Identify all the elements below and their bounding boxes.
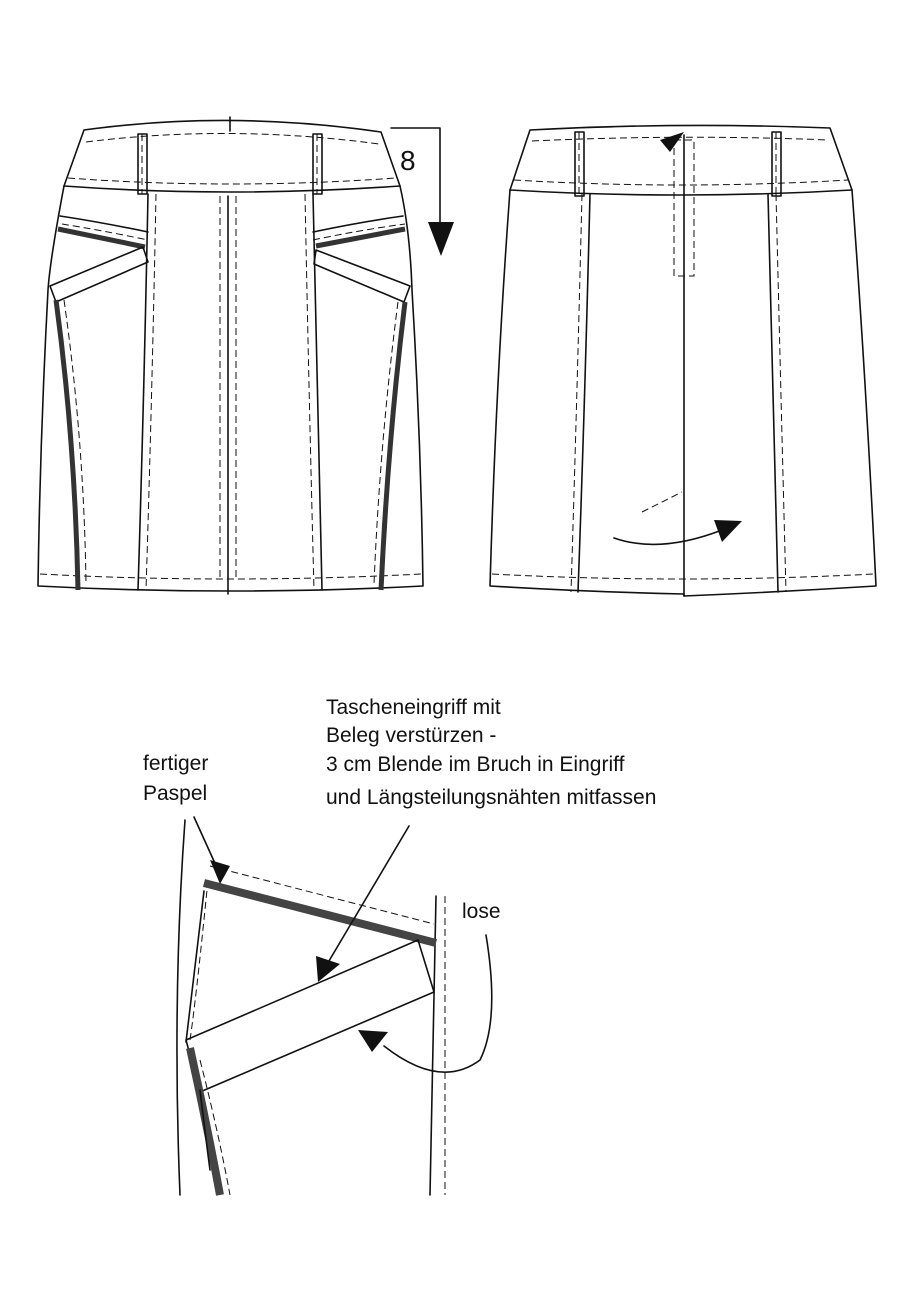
skirt-back-view	[490, 125, 876, 596]
belt-loop-back-right	[772, 132, 781, 196]
skirt-front-view	[38, 117, 423, 594]
detail-side-piping	[190, 1048, 220, 1195]
back-body-outline	[490, 190, 876, 596]
instruction-line-2: Beleg verstürzen -	[326, 724, 497, 747]
piping-pocket-left	[58, 229, 145, 247]
curved-arrow-icon	[714, 520, 742, 542]
belt-loop-back-left	[575, 132, 584, 196]
piping-label-line-2: Paspel	[143, 782, 208, 805]
down-arrow-icon	[428, 222, 454, 256]
back-seam-left	[578, 194, 590, 592]
step-arrow	[391, 128, 454, 256]
front-body-outline	[38, 186, 423, 591]
instruction-line-3: 3 cm Blende im Bruch in Eingriff	[326, 753, 625, 776]
pocket-facing-right	[314, 250, 410, 302]
pocket-detail-view	[177, 817, 492, 1195]
step-number: 8	[400, 145, 416, 176]
instruction-line-1: Tascheneingriff mit	[326, 696, 501, 719]
slit-fold-arrow	[614, 530, 722, 544]
front-seam-right	[313, 194, 322, 590]
piping-side-right	[381, 302, 405, 590]
detail-pocket-facing	[186, 940, 434, 1092]
piping-pocket-right	[316, 229, 405, 246]
zipper-pull-icon	[660, 132, 684, 152]
back-seam-right	[768, 194, 778, 592]
detail-pocket-piping	[204, 883, 436, 943]
piping-side-left	[56, 300, 78, 590]
loose-arrow-icon	[358, 1030, 388, 1052]
pocket-facing-left	[50, 247, 148, 302]
instruction-line-4: und Längsteilungsnähten mitfassen	[326, 786, 657, 809]
piping-label-line-1: fertiger	[143, 752, 209, 775]
loose-label: lose	[462, 900, 501, 923]
piping-pointer-icon	[210, 860, 230, 884]
front-seam-left	[138, 194, 148, 590]
loose-curved-arrow	[384, 935, 492, 1072]
